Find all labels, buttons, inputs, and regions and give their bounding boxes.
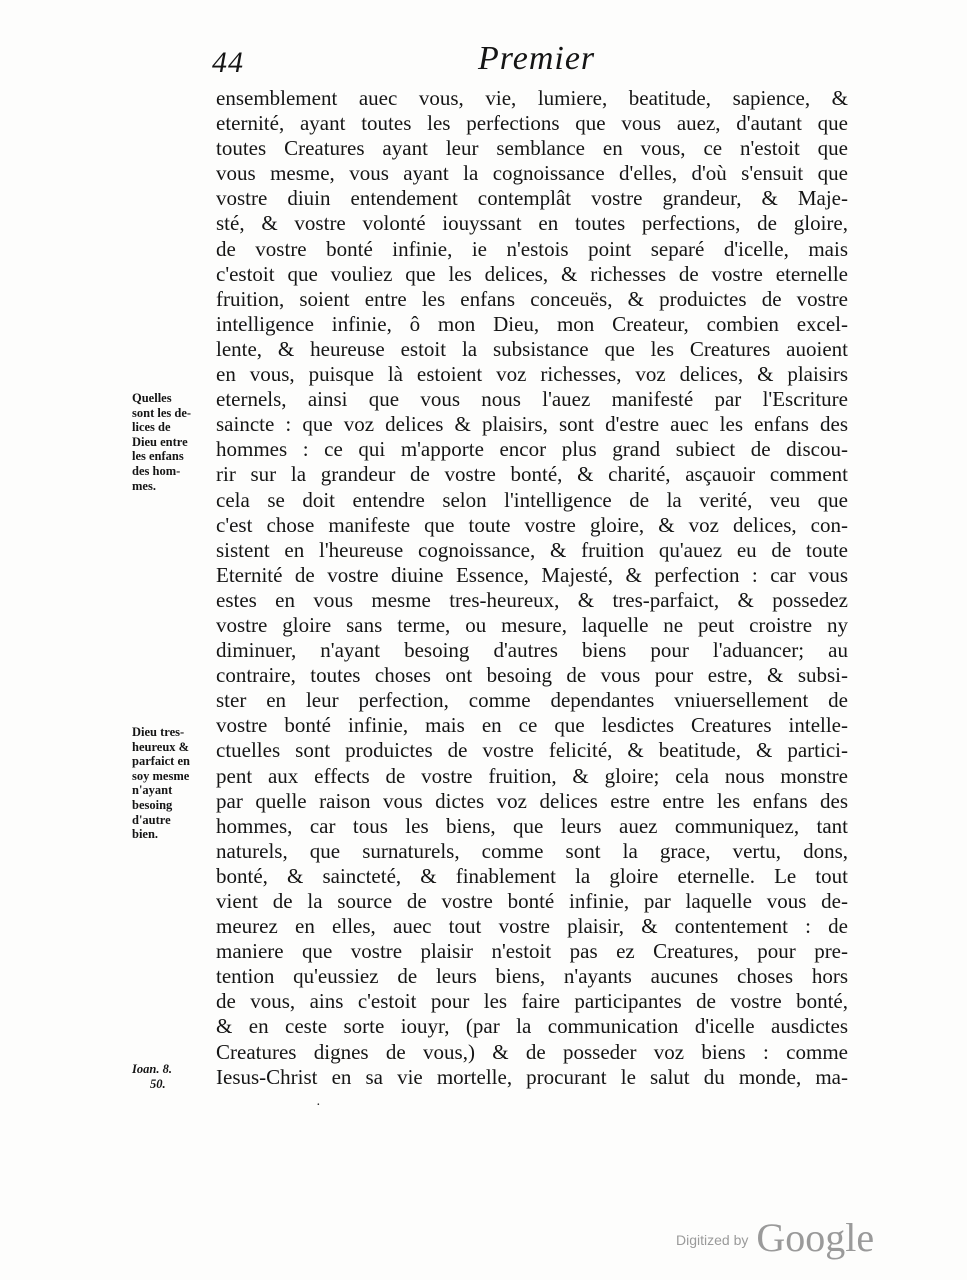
text-line: Iesus-Christ en sa vie mortelle, procurant le salut du monde, ma- [216, 1064, 848, 1089]
text-line: vostre bonté infinie, mais en ce que lesdictes Creatures intelle- [216, 713, 848, 738]
text-line: c'estoit que vouliez que les delices, & richesses de vostre eternelle [216, 261, 848, 286]
page-number: 44 [212, 46, 244, 79]
text-line: vous mesme, vous ayant la cognoissance d'elles, d'où s'ensuit que [216, 161, 848, 186]
margin-note-line: parfaict en [132, 754, 190, 769]
margin-note-scripture-reference [132, 1062, 212, 1091]
text-line: pent aux effects de vostre fruition, & gloire; cela nous monstre [216, 763, 848, 788]
margin-note-line: mes. [132, 478, 156, 493]
text-line: saincte : que voz delices & plaisirs, sont d'estre auec les enfans des [216, 412, 848, 437]
margin-note-line: d'autre [132, 812, 171, 827]
text-line: de vostre bonté infinie, ie n'estois point separé d'icelle, mais [216, 236, 848, 261]
margin-note-line: soy mesme [132, 768, 190, 783]
margin-note-delices [132, 391, 212, 493]
google-logo: Google [756, 1215, 875, 1260]
text-line: ensemblement auec vous, vie, lumiere, beatitude, sapience, & [216, 86, 848, 110]
text-line: vostre gloire sans terme, ou mesure, laquelle ne peut croistre ny [216, 612, 848, 637]
text-line: naturels, que surnaturels, comme sont la grace, vertu, dons, [216, 838, 848, 863]
text-line: fruition, soient entre les enfans conceuës, & produictes de vostre [216, 286, 848, 311]
text-line: meurez en elles, auec tout vostre plaisir, & contentement : de [216, 914, 848, 939]
text-line: par quelle raison vous dictes voz delices estre entre les enfans des [216, 788, 848, 813]
text-line: cela se doit entendre selon l'intelligence de la verité, veu que [216, 487, 848, 512]
margin-note-line: des hom- [132, 463, 181, 478]
margin-note-line: besoing [132, 797, 173, 812]
text-line: estes en vous mesme tres-heureux, & tres-parfaict, & possedez [216, 587, 848, 612]
text-line: eternels, ainsi que vous nous l'auez manifesté par l'Escriture [216, 387, 848, 412]
text-line: ster en leur perfection, comme dependantes vniuersellement de [216, 688, 848, 713]
text-line: lente, & heureuse estoit la subsistance que les Creatures auoient [216, 336, 848, 361]
text-line: hommes : ce qui m'apporte encor plus grand subiect de discou- [216, 437, 848, 462]
text-line: & en ceste sorte iouyr, (par la communication d'icelle ausdictes [216, 1014, 848, 1039]
margin-note-line: sont les de- [132, 405, 192, 420]
printer-mark: · [316, 1098, 321, 1113]
margin-note-line: 50. [150, 1076, 166, 1091]
margin-note-line: bien. [132, 827, 159, 842]
margin-note-line: lices de [132, 420, 171, 435]
text-line: bonté, & saincteté, & finablement la gloire eternelle. Le tout [216, 863, 848, 888]
text-line: ctuelles sont produictes de vostre felicité, & beatitude, & partici- [216, 738, 848, 763]
margin-note-line: Ioan. 8. [132, 1062, 172, 1076]
text-line: contraire, toutes choses ont besoing de vous pour estre, & subsi- [216, 663, 848, 688]
text-line: sté, & vostre volonté iouyssant en toutes perfections, de gloire, [216, 211, 848, 236]
margin-note-line: les enfans [132, 449, 184, 464]
digitized-watermark [676, 1214, 874, 1261]
margin-note-line: Dieu entre [132, 434, 188, 449]
text-line: diminuer, n'ayant besoing d'autres biens pour l'aduancer; au [216, 638, 848, 663]
text-line: intelligence infinie, ô mon Dieu, mon Createur, combien excel- [216, 311, 848, 336]
watermark-prefix: Digitized by [676, 1232, 749, 1248]
text-line: eternité, ayant toutes les perfections que vous auez, d'autant que [216, 111, 848, 136]
text-line: de vous, ains c'estoit pour les faire participantes de vostre bonté, [216, 989, 848, 1014]
margin-note-line: Dieu tres- [132, 725, 185, 739]
text-line: Creatures dignes de vous,) & de posseder voz biens : comme [216, 1039, 848, 1064]
margin-note-dieu [132, 725, 212, 842]
margin-note-line: Quelles [132, 391, 172, 405]
text-line: rir sur la grandeur de vostre bonté, & charité, asçauoir comment [216, 462, 848, 487]
text-line: vostre diuin entendement contemplât vostre grandeur, & Maje- [216, 186, 848, 211]
text-line: vient de la source de vostre bonté infinie, par laquelle vous de- [216, 889, 848, 913]
margin-note-line: heureux & [132, 739, 190, 754]
text-line: toutes Creatures ayant leur semblance en vous, ce n'estoit que [216, 136, 848, 161]
body-text [216, 86, 848, 1090]
running-head: Premier [478, 40, 596, 77]
text-line: maniere que vostre plaisir n'estoit pas ez Creatures, pour pre- [216, 939, 848, 964]
text-line: sistent en l'heureuse cognoissance, & fruition qu'auez eu de toute [216, 537, 848, 562]
text-line: Eternité de vostre diuine Essence, Majesté, & perfection : car vous [216, 562, 848, 587]
text-line: hommes, car tous les biens, que leurs auez communiquez, tant [216, 813, 848, 838]
text-line: en vous, puisque là estoient voz richesses, voz delices, & plaisirs [216, 362, 848, 387]
text-line: c'est chose manifeste que toute vostre gloire, & voz delices, con- [216, 512, 848, 537]
text-line: tention qu'eussiez de leurs biens, n'ayants aucunes choses hors [216, 964, 848, 989]
margin-note-line: n'ayant [132, 783, 173, 798]
